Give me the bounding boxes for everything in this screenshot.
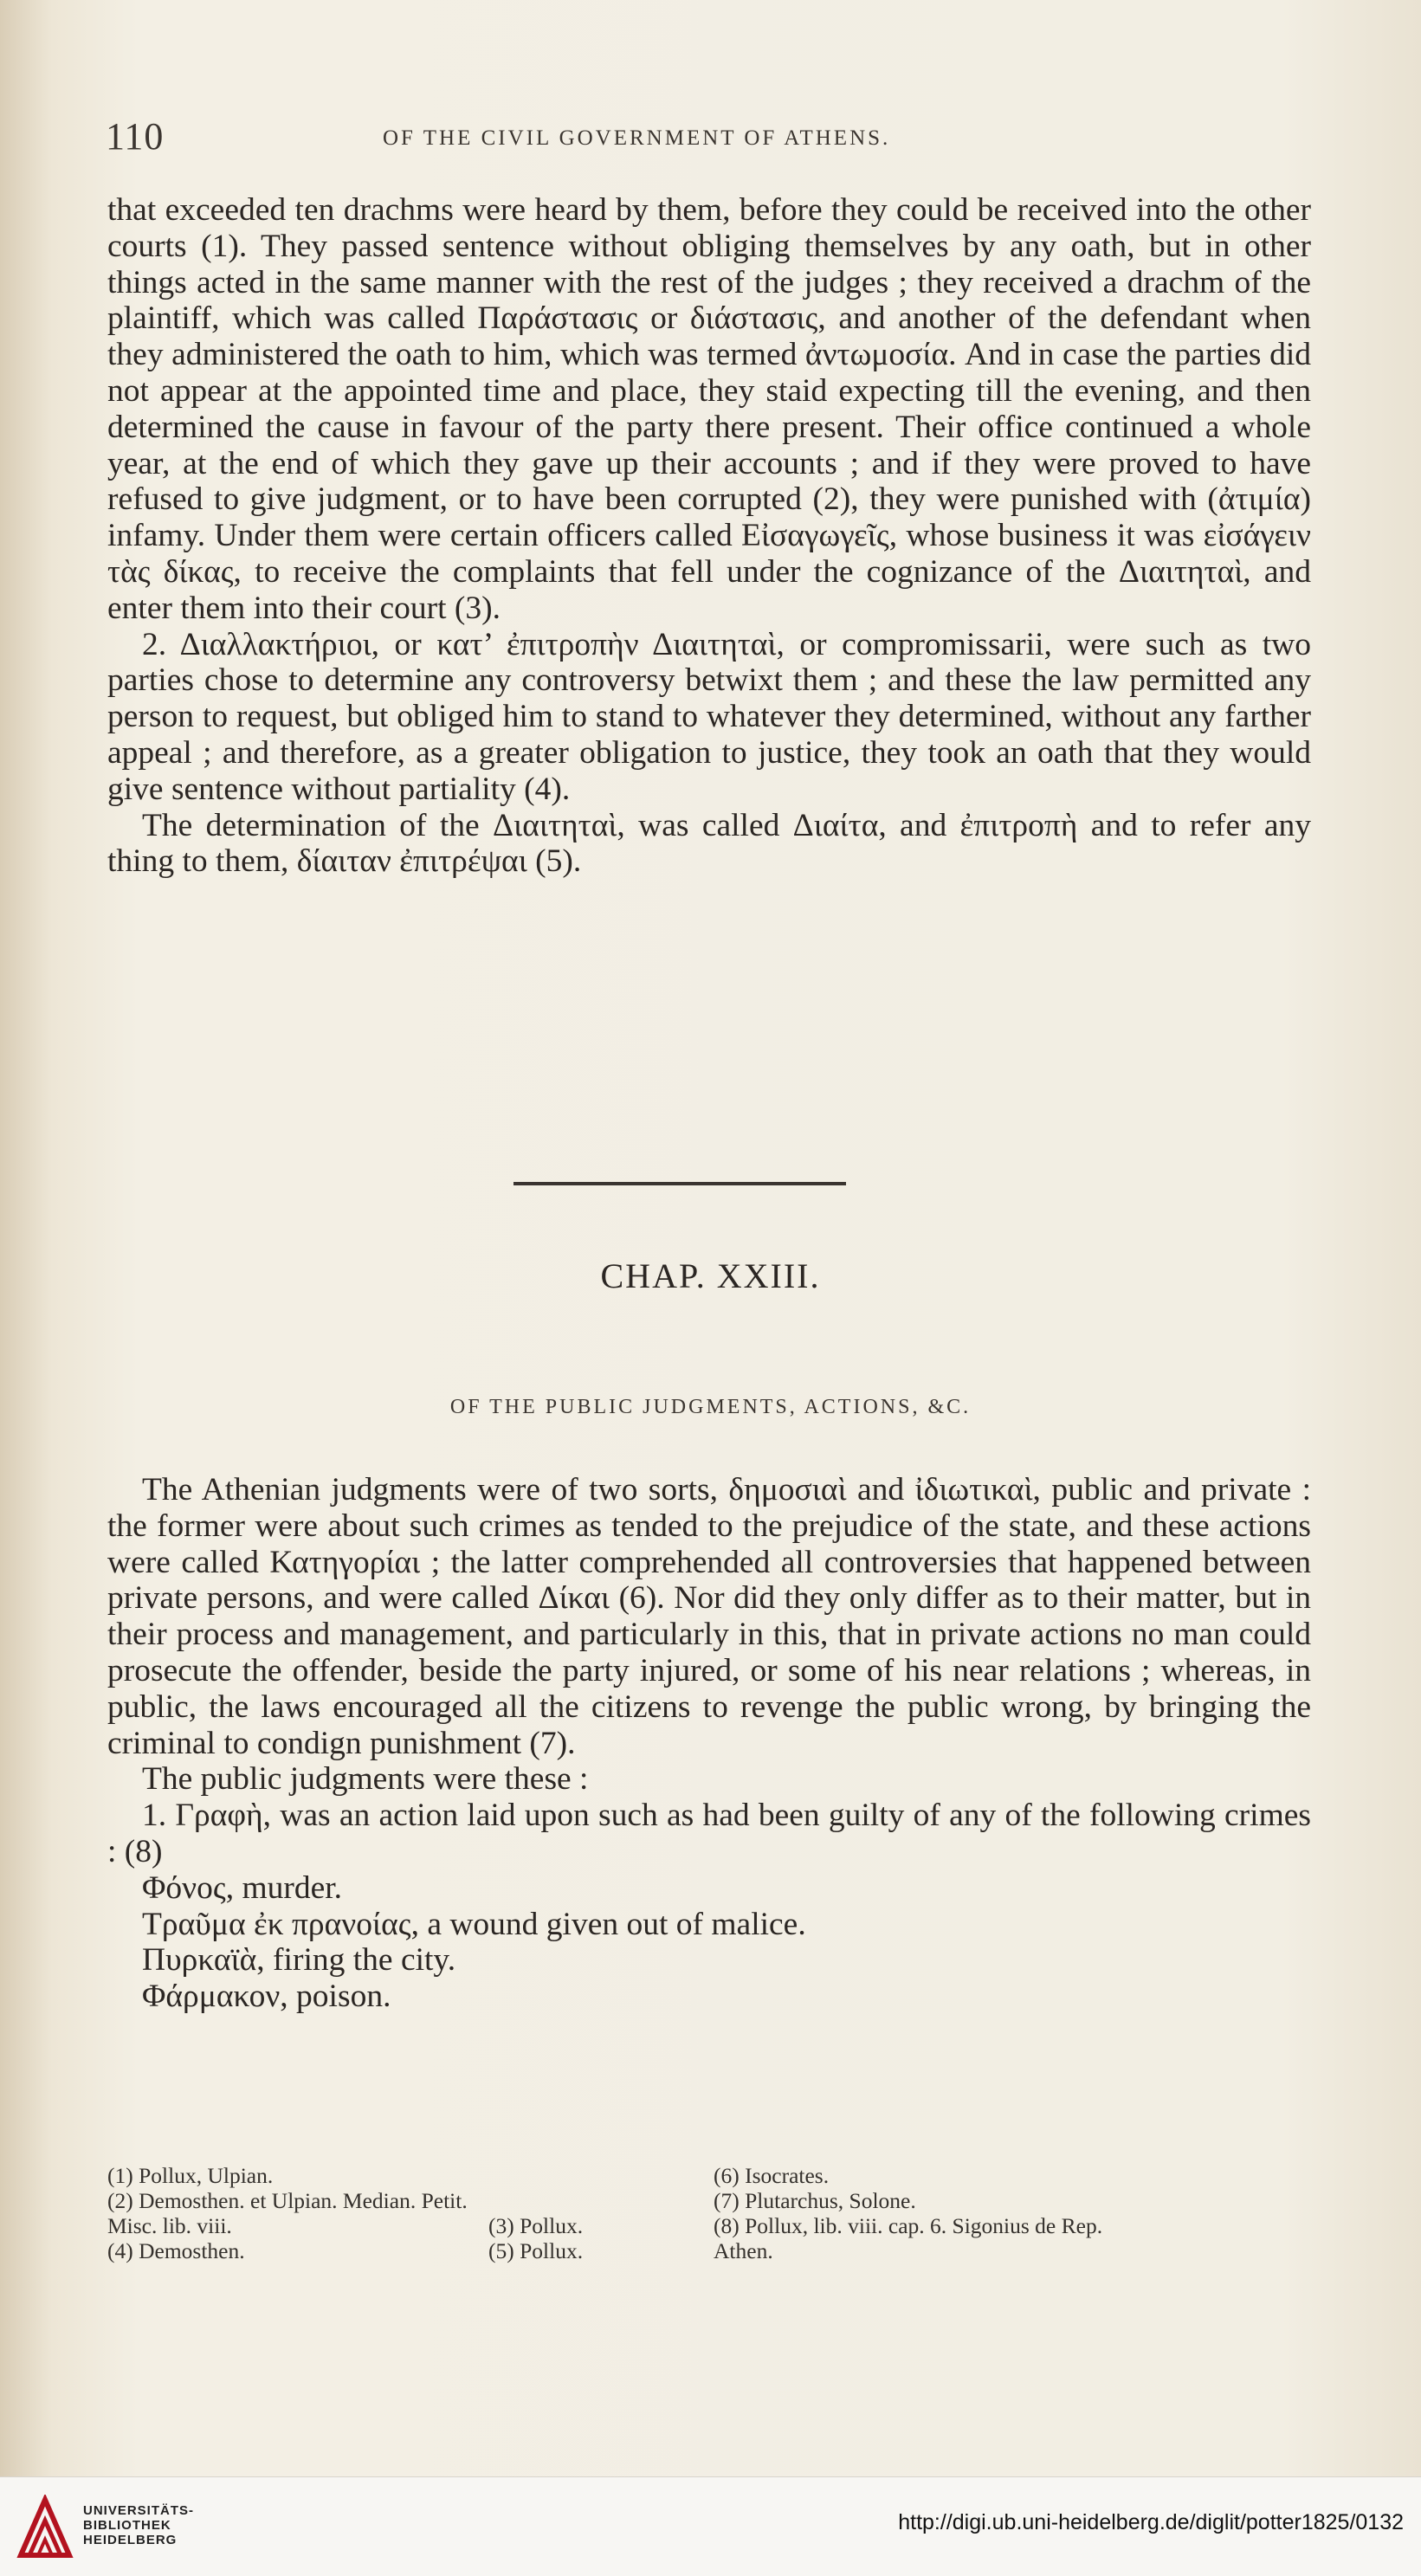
body-text-top <box>107 192 1311 880</box>
footnote: (1) Pollux, Ulpian. <box>107 2163 274 2188</box>
footnote: Misc. lib. viii. <box>107 2213 232 2238</box>
list-item: Πυρκαϊὰ, firing the city. <box>142 1942 456 1979</box>
library-name <box>83 2503 194 2547</box>
paragraph: 1. Γραφὴ, was an action laid upon such as had been guilty of any of the following crimes : (8) <box>107 1798 1311 1869</box>
footnotes-middle <box>488 2213 662 2263</box>
university-library-logo-icon <box>16 2495 74 2559</box>
body-text-bottom <box>107 1472 1311 2015</box>
list-item: Φάρμακον, poison. <box>142 1979 391 2015</box>
footnote: (8) Pollux, lib. viii. cap. 6. Sigonius de Rep. <box>714 2213 1103 2238</box>
viewer-footer <box>0 2476 1421 2576</box>
chapter-title: CHAP. XXIII. <box>600 1256 821 1295</box>
paragraph: The Athenian judgments were of two sorts, δημοσιαὶ and ἰδιωτικαὶ, public and private : the former were about such crimes as tended to the prejudice of the state, and these actions were called Κατηγορίαι ; the latter comprehended all controversies that happened between private persons, and were called Δίκαι (6). Nor did they only differ as to their matter, but in their process and management, and particularly in this, that in private actions no man could prosecute the offender, beside the party injured, or some of his near relations ; whereas, in public, the laws encouraged all the citizens to revenge the public wrong, by bringing the criminal to condign punishment (7). <box>107 1472 1311 1761</box>
library-name-line: HEIDELBERG <box>83 2533 178 2547</box>
footnotes-left <box>107 2163 540 2263</box>
paragraph: 2. Διαλλακτήριοι, or κατ’ ἐπιτροπὴν Διαιτηταὶ, or compromissarii, were such as two parties chose to determine any controversy betwixt them ; and these the law permitted any person to request, but obliged him to stand to whatever they determined, without any farther appeal ; and therefore, as a greater obligation to justice, they took an oath that they would give sentence without partiality (4). <box>107 626 1311 807</box>
footnote: (4) Demosthen. <box>107 2238 245 2263</box>
running-head: OF THE CIVIL GOVERNMENT OF ATHENS. <box>383 126 891 150</box>
permalink-url[interactable]: http://digi.ub.uni-heidelberg.de/diglit/potter1825/0132 <box>898 2510 1404 2534</box>
library-name-line: UNIVERSITÄTS- <box>83 2503 195 2518</box>
footnote: (2) Demosthen. et Ulpian. Median. Petit. <box>107 2188 468 2213</box>
footnote: (6) Isocrates. <box>714 2163 830 2188</box>
footnote: Athen. <box>714 2238 773 2263</box>
list-item: Τραῦμα ἐκ πρανοίας, a wound given out of malice. <box>142 1906 806 1942</box>
section-divider <box>513 1182 846 1185</box>
footnote: (5) Pollux. <box>488 2238 584 2263</box>
footnote: (7) Plutarchus, Solone. <box>714 2188 916 2213</box>
page-number: 110 <box>106 115 165 158</box>
footnotes-right <box>714 2163 1320 2263</box>
page-header <box>106 114 1318 166</box>
library-name-line: BIBLIOTHEK <box>83 2518 171 2533</box>
paragraph: that exceeded ten drachms were heard by them, before they could be received into the other courts (1). They passed sentence without obliging themselves by any oath, but in other things acted in the same manner with the rest of the judges ; they received a drachm of the plaintiff, which was called Παράστασις or διάστασις, and another of the defendant when they administered the oath to him, which was termed ἀντωμοσία. And in case the parties did not appear at the appointed time and place, they staid expecting till the evening, and then determined the cause in favour of the party there present. Their office continued a whole year, at the end of which they gave up their accounts ; and if they were proved to have refused to give judgment, or to have been corrupted (2), they were punished with (ἀτιμία) infamy. Under them were certain officers called Εἰσαγωγεῖς, whose business it was εἰσάγειν τὰς δίκας, to receive the complaints that fell under the cognizance of the Διαιτηταὶ, and enter them into their court (3). <box>107 192 1311 626</box>
list-item: Φόνος, murder. <box>142 1869 343 1906</box>
paragraph: The public judgments were these : <box>142 1761 589 1798</box>
chapter-subtitle: OF THE PUBLIC JUDGMENTS, ACTIONS, &C. <box>449 1396 972 1418</box>
footnote: (3) Pollux. <box>488 2213 584 2238</box>
paragraph: The determination of the Διαιτηταὶ, was called Διαίτα, and ἐπιτροπὴ and to refer any thing to them, δίαιταν ἐπιτρέψαι (5). <box>107 807 1311 880</box>
